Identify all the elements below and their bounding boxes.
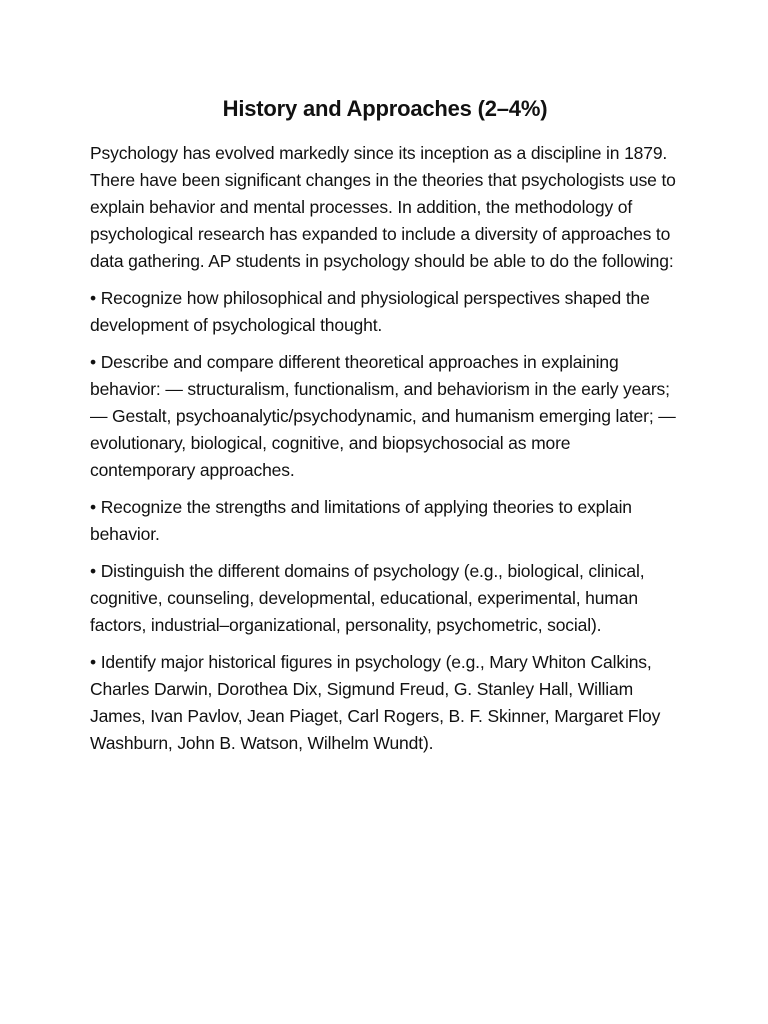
intro-paragraph: Psychology has evolved markedly since its inception as a discipline in 1879. There have been significant changes in the theories that psychologists use to explain behavior and mental processes. In addition, the methodology of psychological research has expanded to include a diversity of approaches to data gathering. AP students in psychology should be able to do the following: bbox=[90, 143, 676, 271]
bullet-domains-of-psychology: • Distinguish the different domains of psychology (e.g., biological, clinical, cognitive, counseling, developmental, educational, experimental, human factors, industrial–organizational, personality, psychometric, social). bbox=[90, 561, 645, 635]
bullet-philosophical-physiological: • Recognize how philosophical and physiological perspectives shaped the development of psychological thought. bbox=[90, 288, 650, 335]
document-title: History and Approaches (2–4%) bbox=[222, 96, 548, 121]
bullet-strengths-limitations: • Recognize the strengths and limitations of applying theories to explain behavior. bbox=[90, 497, 632, 544]
bullet-theoretical-approaches: • Describe and compare different theoretical approaches in explaining behavior: — structuralism, functionalism, and behaviorism in the early years; — Gestalt, psychoanalytic/psychodynamic, and humanism emerging later; — evolutionary, biological, cognitive, and biopsychosocial as more contemporary approaches. bbox=[90, 352, 676, 480]
bullet-historical-figures: • Identify major historical figures in psychology (e.g., Mary Whiton Calkins, Charles Darwin, Dorothea Dix, Sigmund Freud, G. Stanley Hall, William James, Ivan Pavlov, Jean Piaget, Carl Rogers, B. F. Skinner, Margaret Floy Washburn, John B. Watson, Wilhelm Wundt). bbox=[90, 652, 661, 753]
document-page bbox=[90, 92, 680, 767]
